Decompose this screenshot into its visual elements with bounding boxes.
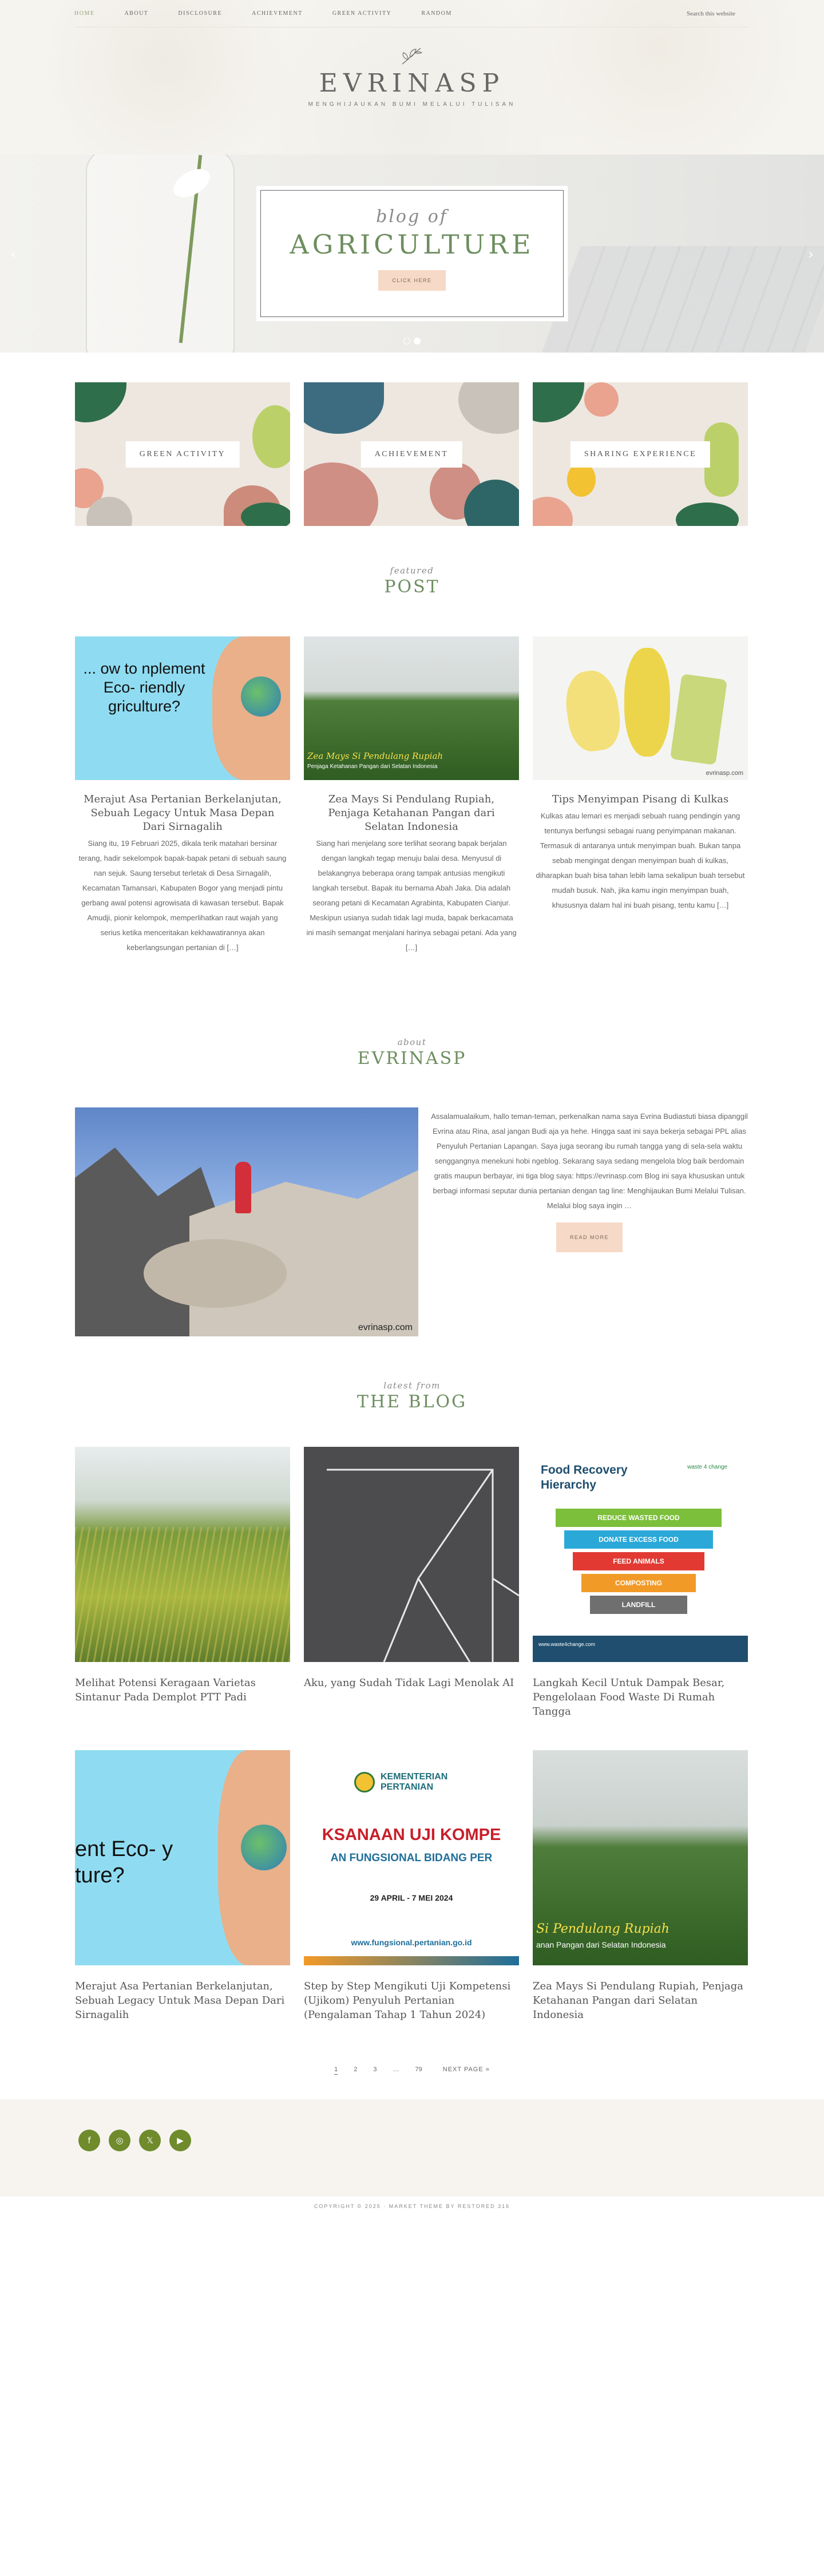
- food-level-4: COMPOSTING: [581, 1574, 696, 1592]
- food-chart-logo: waste 4 change: [687, 1464, 728, 1470]
- blog-title[interactable]: Step by Step Mengikuti Uji Kompetensi (Ujikom) Penyuluh Pertanian (Pengalaman Tahap 1 Tahun 2024): [304, 1980, 511, 2021]
- copyright-text: COPYRIGHT © 2025 · MARKET THEME BY RESTORED 316: [314, 2203, 510, 2209]
- featured-image[interactable]: [75, 636, 290, 780]
- pagination: [0, 2066, 824, 2075]
- featured-image-text: evrinasp.com: [706, 770, 743, 777]
- featured-image-subtext: Penjaga Ketahanan Pangan dari Selatan Indonesia: [307, 763, 438, 770]
- blog-image[interactable]: [75, 1447, 290, 1662]
- featured-image-text: Zea Mays Si Pendulang Rupiah: [307, 751, 443, 761]
- ministry-name-1: KEMENTERIAN: [381, 1772, 448, 1782]
- featured-excerpt: Siang hari menjelang sore terlihat seorang bapak berjalan dengan langkah tegap menuju balai desa. Menyusul di belakangnya beberapa orang tampak antusias mengikuti langkah tersebut. Bapak itu bernama Abah Jaka. Dia adalah seorang petani di Kecamatan Agrabinta, Kabupaten Cianjur. Meskipun usianya sudah tidak lagi muda, bapak berkacamata ini masih semangat menjalani harinya sebagai petani. Ada yang […]: [306, 839, 517, 952]
- blog-title[interactable]: Aku, yang Sudah Tidak Lagi Menolak AI: [304, 1677, 514, 1689]
- slider-dot-1[interactable]: [403, 338, 410, 345]
- blog-title[interactable]: Langkah Kecil Untuk Dampak Besar, Pengelolaan Food Waste Di Rumah Tangga: [533, 1677, 725, 1718]
- blog-card: [304, 1750, 519, 2022]
- promo-green-activity[interactable]: [75, 382, 290, 526]
- ujikom-date: 29 APRIL - 7 MEI 2024: [370, 1893, 453, 1902]
- hero-title: AGRICULTURE: [290, 229, 534, 260]
- food-level-3: FEED ANIMALS: [573, 1552, 704, 1570]
- hero-slider: [0, 155, 824, 353]
- blog-image[interactable]: [304, 1447, 519, 1662]
- blog-image-text: ent Eco- y ture?: [75, 1837, 173, 1888]
- youtube-icon[interactable]: ▶: [169, 2130, 191, 2151]
- section-title: THE BLOG: [356, 1392, 468, 1412]
- about-text: Assalamualaikum, hallo teman-teman, perkenalkan nama saya Evrina Budiastuti biasa dipanggil Evrina atau Rina, asal jangan Budi aja ya hehe. Hingga saat ini saya bekerja sebagai PPL alias Penyuluh Pertanian Lapangan. Saya juga seorang ibu rumah tangga yang di sela-sela waktu senggangnya menekuni hobi ngeblog. Sekarang saya sedang mengelola blog baik berdomain gratis maupun berbayar, ini tiga blog saya: https://evrinasp.com Blog ini saya khususkan untuk berbagi informasi seputar dunia pertanian dengan tag line: Menghijaukan Bumi Melalui Tulisan. Melalui blog saya ingin …: [431, 1112, 748, 1210]
- site-header: [0, 0, 824, 155]
- nav-green-activity[interactable]: GREEN ACTIVITY: [332, 10, 392, 17]
- latest-row-2: [75, 1750, 749, 2022]
- ujikom-line-2: AN FUNGSIONAL BIDANG PER: [330, 1852, 493, 1864]
- featured-card: [75, 636, 290, 955]
- ministry-name-2: PERTANIAN: [381, 1782, 434, 1792]
- promo-sharing-experience[interactable]: [533, 382, 748, 526]
- food-chart-title: Food Recovery Hierarchy: [541, 1463, 628, 1491]
- featured-image[interactable]: [533, 636, 748, 780]
- blog-card: [75, 1750, 290, 2022]
- leaf-logo-icon: [398, 45, 426, 68]
- food-chart-url: www.waste4change.com: [538, 1641, 596, 1647]
- promo-label: ACHIEVEMENT: [361, 441, 462, 468]
- food-level-1: REDUCE WASTED FOOD: [556, 1509, 722, 1527]
- page-2-link[interactable]: 2: [354, 2066, 358, 2073]
- blog-image[interactable]: [533, 1750, 748, 1965]
- top-navigation: [74, 0, 750, 27]
- nav-about[interactable]: ABOUT: [124, 10, 149, 17]
- blog-title[interactable]: Merajut Asa Pertanian Berkelanjutan, Sebuah Legacy Untuk Masa Depan Dari Sirnagalih: [75, 1980, 285, 2021]
- featured-title[interactable]: Zea Mays Si Pendulang Rupiah, Penjaga Ketahanan Pangan dari Selatan Indonesia: [328, 793, 495, 833]
- slider-prev-icon[interactable]: ‹: [10, 246, 16, 262]
- blog-title[interactable]: Melihat Potensi Keragaan Varietas Sintanur Pada Demplot PTT Padi: [75, 1677, 256, 1703]
- hero-subtitle: blog of: [376, 207, 448, 227]
- latest-heading: [0, 1380, 824, 1412]
- section-title: POST: [384, 577, 440, 597]
- ujikom-line-1: KSANAAN UJI KOMPE: [322, 1826, 501, 1844]
- about-section: [430, 1109, 748, 1252]
- about-image-text: evrinasp.com: [358, 1323, 413, 1332]
- nav-disclosure[interactable]: DISCLOSURE: [178, 10, 223, 17]
- blog-image[interactable]: [304, 1750, 519, 1965]
- nav-achievement[interactable]: ACHIEVEMENT: [252, 10, 303, 17]
- featured-posts: [75, 636, 749, 955]
- section-pre-title: latest from: [383, 1380, 441, 1391]
- about-image: [75, 1107, 418, 1336]
- blog-image[interactable]: [533, 1447, 748, 1662]
- featured-card: [533, 636, 748, 955]
- featured-image[interactable]: [304, 636, 519, 780]
- blog-image[interactable]: [75, 1750, 290, 1965]
- x-twitter-icon[interactable]: 𝕏: [139, 2130, 161, 2151]
- blog-card: [304, 1447, 519, 1719]
- blog-image-text: Si Pendulang Rupiah: [536, 1922, 670, 1936]
- laptop-lines-graphic: [304, 1447, 519, 1662]
- slider-next-icon[interactable]: ›: [808, 246, 814, 262]
- featured-excerpt: Kulkas atau lemari es menjadi sebuah ruang pendingin yang tentunya berfungsi sebagai ruang penyimpanan makanan. Termasuk di antaranya untuk menyimpan buah. Bukan tanpa sebab mengingat dengan menyimpan buah di kulkas, diharapkan buah bisa tahan lebih lama sekalipun buah tersebut mudah busuk. Nah, jika kamu ingin menyimpan buah, khususnya dalam hal ini buah pisang, tentu kamu […]: [536, 812, 745, 909]
- next-page-link[interactable]: NEXT PAGE »: [442, 2066, 490, 2073]
- featured-card: [304, 636, 519, 955]
- site-title[interactable]: EVRINASP: [319, 69, 505, 98]
- ministry-logo-icon: [354, 1772, 375, 1792]
- blog-card: [75, 1447, 290, 1719]
- nav-random[interactable]: RANDOM: [421, 10, 452, 17]
- about-heading: [0, 1037, 824, 1069]
- instagram-icon[interactable]: ◎: [109, 2130, 130, 2151]
- nav-home[interactable]: HOME: [74, 10, 95, 17]
- footer: [0, 2099, 824, 2197]
- blog-image-subtext: anan Pangan dari Selatan Indonesia: [536, 1940, 666, 1949]
- section-pre-title: about: [397, 1037, 427, 1047]
- search-input[interactable]: Search this website: [687, 10, 735, 17]
- facebook-icon[interactable]: f: [78, 2130, 100, 2151]
- promo-label: GREEN ACTIVITY: [126, 441, 240, 468]
- promo-achievement[interactable]: [304, 382, 519, 526]
- featured-image-text: ... ow to nplement Eco- riendly griculture?: [83, 660, 205, 715]
- page-3-link[interactable]: 3: [373, 2066, 377, 2073]
- blog-title[interactable]: Zea Mays Si Pendulang Rupiah, Penjaga Ketahanan Pangan dari Selatan Indonesia: [533, 1980, 744, 2021]
- social-links: [78, 2130, 191, 2151]
- glass-vase-image: [86, 155, 235, 353]
- brand: [0, 45, 824, 108]
- keyboard-image: [541, 246, 824, 353]
- slider-dot-2[interactable]: [414, 338, 421, 345]
- section-pre-title: featured: [390, 565, 434, 576]
- latest-row-1: [75, 1447, 749, 1719]
- promo-boxes: [75, 382, 749, 526]
- hero-panel: [256, 186, 568, 321]
- food-level-2: DONATE EXCESS FOOD: [564, 1530, 713, 1549]
- featured-heading: [0, 565, 824, 597]
- read-more-button[interactable]: READ MORE: [556, 1222, 623, 1252]
- promo-label: SHARING EXPERIENCE: [571, 441, 710, 468]
- blog-card: [533, 1750, 748, 2022]
- featured-title[interactable]: Tips Menyimpan Pisang di Kulkas: [552, 793, 729, 805]
- featured-excerpt: Siang itu, 19 Februari 2025, dikala terik matahari bersinar terang, hadir sekelompok bapak-bapak petani di sebuah saung nan sejuk. Saung tersebut terletak di Desa Sirnagalih, Kecamatan Tamansari, Kabupaten Bogor yang menjadi pintu gerbang awal potensi agrowisata di kawasan tersebut. Bapak Amudji, pionir kelompok, memperlihatkan raut wajah yang serius ketika menceritakan kekhawatirannya akan keberlangsungan pertanian di […]: [78, 839, 287, 952]
- page-1-link[interactable]: 1: [334, 2066, 338, 2075]
- ujikom-url: www.fungsional.pertanian.go.id: [351, 1938, 472, 1947]
- hero-click-button[interactable]: CLICK HERE: [378, 270, 445, 291]
- page-ellipsis: …: [393, 2066, 399, 2073]
- page-79-link[interactable]: 79: [415, 2066, 422, 2073]
- slider-dots: [403, 338, 421, 345]
- blog-card: [533, 1447, 748, 1719]
- site-tagline: MENGHIJAUKAN BUMI MELALUI TULISAN: [308, 101, 516, 108]
- section-title: EVRINASP: [357, 1048, 467, 1069]
- featured-title[interactable]: Merajut Asa Pertanian Berkelanjutan, Sebuah Legacy Untuk Masa Depan Dari Sirnagalih: [84, 793, 282, 833]
- food-level-5: LANDFILL: [590, 1596, 687, 1614]
